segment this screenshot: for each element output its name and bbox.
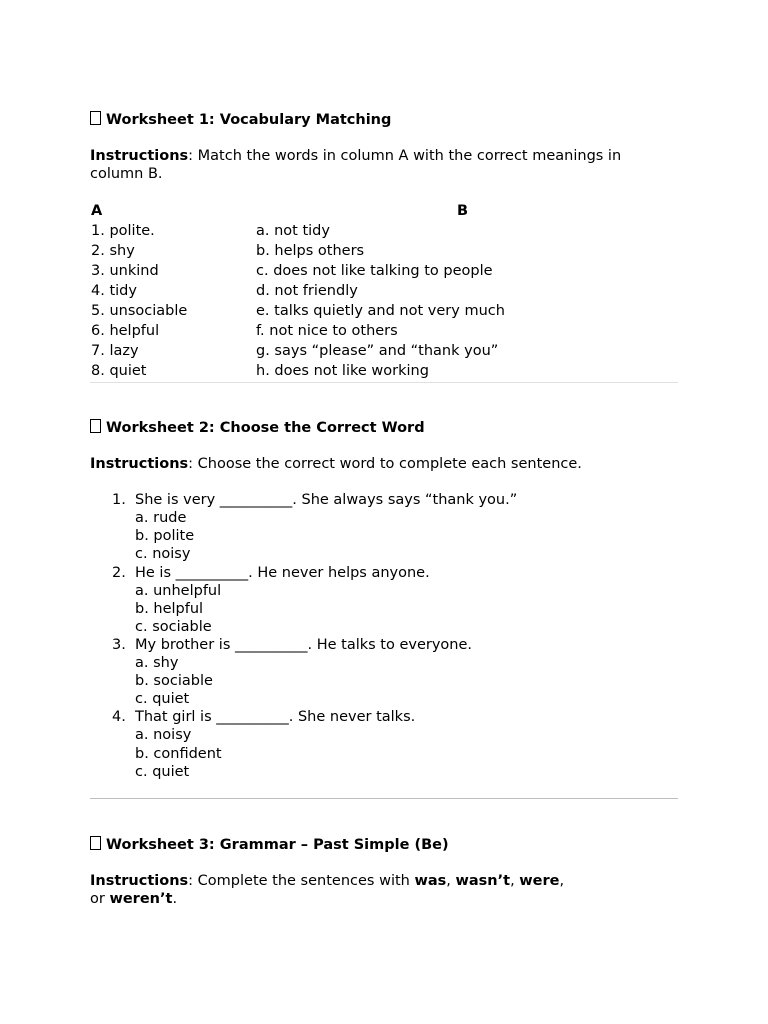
instructions-text: : Choose the correct word to complete each sentence. — [188, 456, 582, 472]
question-text-1: She is very __________. She always says “thank you.” — [135, 492, 518, 508]
missing-glyph-icon — [90, 111, 101, 125]
instructions-label: Instructions — [90, 873, 189, 889]
question-2-option-c: c. sociable — [135, 619, 212, 635]
column-b-meaning-7: g. says “please” and “thank you” — [256, 343, 499, 359]
separator: , — [510, 873, 520, 889]
question-4-option-c: c. quiet — [135, 764, 190, 780]
question-text-2: He is __________. He never helps anyone. — [135, 565, 430, 581]
question-4-option-a: a. noisy — [135, 727, 192, 743]
period: . — [172, 891, 178, 907]
keyword-wasnt: wasn’t — [455, 873, 511, 889]
column-a-header: A — [91, 203, 103, 219]
column-b-meaning-8: h. does not like working — [256, 363, 429, 379]
missing-glyph-icon — [90, 419, 101, 433]
separator: , — [559, 873, 565, 889]
column-a-word-2: 2. shy — [91, 243, 135, 259]
question-number-2: 2. — [112, 565, 126, 581]
question-1-option-b: b. polite — [135, 528, 195, 544]
question-3-option-a: a. shy — [135, 655, 179, 671]
column-b-meaning-1: a. not tidy — [256, 223, 330, 239]
question-2-option-a: a. unhelpful — [135, 583, 222, 599]
worksheet2-title-text: Worksheet 2: Choose the Correct Word — [106, 420, 425, 436]
column-a-word-8: 8. quiet — [91, 363, 147, 379]
section-divider — [90, 798, 678, 799]
instructions-label: Instructions — [90, 456, 189, 472]
worksheet1-title-text: Worksheet 1: Vocabulary Matching — [106, 112, 392, 128]
instructions-label: Instructions — [90, 148, 189, 164]
column-b-meaning-4: d. not friendly — [256, 283, 358, 299]
question-2-option-b: b. helpful — [135, 601, 204, 617]
column-a-word-7: 7. lazy — [91, 343, 139, 359]
worksheet3-title — [90, 836, 449, 854]
question-number-1: 1. — [112, 492, 126, 508]
column-a-word-5: 5. unsociable — [91, 303, 188, 319]
question-text-3: My brother is __________. He talks to everyone. — [135, 637, 473, 653]
question-3-option-c: c. quiet — [135, 691, 190, 707]
question-number-3: 3. — [112, 637, 126, 653]
keyword-werent: weren’t — [109, 891, 173, 907]
worksheet1-instructions — [90, 147, 621, 165]
column-b-meaning-5: e. talks quietly and not very much — [256, 303, 505, 319]
column-b-meaning-3: c. does not like talking to people — [256, 263, 493, 279]
question-1-option-a: a. rude — [135, 510, 187, 526]
question-number-4: 4. — [112, 709, 126, 725]
keyword-were: were — [519, 873, 560, 889]
column-a-word-4: 4. tidy — [91, 283, 137, 299]
column-a-word-1: 1. polite. — [91, 223, 155, 239]
column-b-meaning-6: f. not nice to others — [256, 323, 398, 339]
worksheet2-title — [90, 419, 425, 437]
instructions-text: : Match the words in column A with the correct meanings in — [188, 148, 622, 164]
separator: , — [446, 873, 456, 889]
column-b-meaning-2: b. helps others — [256, 243, 365, 259]
worksheet3-instructions-line2 — [90, 890, 177, 908]
question-4-option-b: b. confident — [135, 746, 222, 762]
worksheet1-instructions-line2: column B. — [90, 166, 163, 182]
column-a-word-6: 6. helpful — [91, 323, 160, 339]
instructions-text: : Complete the sentences with — [188, 873, 415, 889]
question-1-option-c: c. noisy — [135, 546, 191, 562]
instructions-text: or — [90, 891, 110, 907]
question-text-4: That girl is __________. She never talks. — [135, 709, 416, 725]
worksheet2-instructions — [90, 455, 582, 473]
missing-glyph-icon — [90, 836, 101, 850]
worksheet3-instructions — [90, 872, 564, 890]
column-b-header: B — [457, 203, 469, 219]
worksheet1-title — [90, 111, 391, 129]
column-a-word-3: 3. unkind — [91, 263, 159, 279]
keyword-was: was — [414, 873, 447, 889]
section-divider — [90, 382, 678, 383]
worksheet3-title-text: Worksheet 3: Grammar – Past Simple (Be) — [106, 837, 449, 853]
question-3-option-b: b. sociable — [135, 673, 213, 689]
